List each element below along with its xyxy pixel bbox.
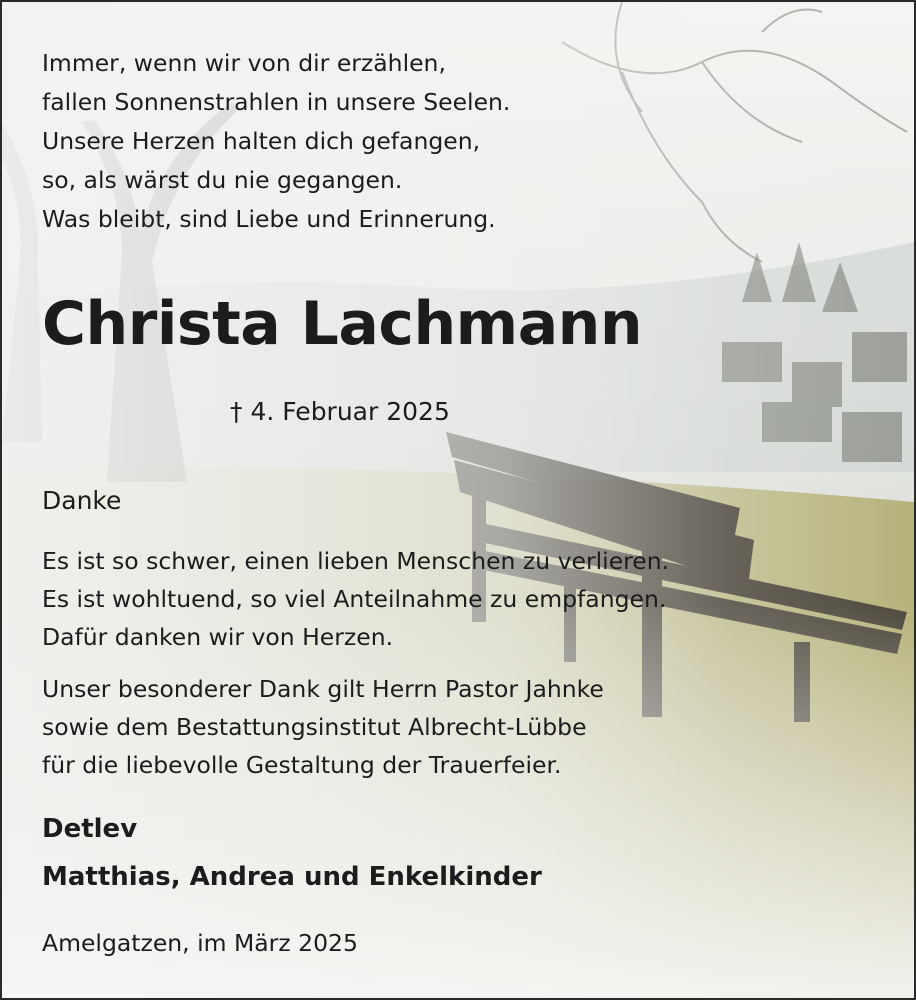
place-and-date: Amelgatzen, im März 2025 bbox=[42, 929, 358, 957]
death-date-line bbox=[230, 395, 450, 429]
thanks-heading: Danke bbox=[42, 486, 122, 515]
thanks-paragraph-1: Es ist so schwer, einen lieben Menschen zu verlieren. Es ist wohltuend, so viel Anteilnahme zu empfangen. Dafür danken wir von Herzen. bbox=[42, 547, 670, 651]
signature-line-1: Detlev bbox=[42, 814, 138, 844]
dagger-icon: † bbox=[230, 397, 243, 426]
memorial-poem: Immer, wenn wir von dir erzählen, fallen Sonnenstrahlen in unsere Seelen. Unsere Herzen halten dich gefangen, so, als wärst du nie gegangen. Was bleibt, sind Liebe und Erinnerung. bbox=[42, 49, 511, 233]
death-date: 4. Februar 2025 bbox=[250, 397, 450, 426]
deceased-name: Christa Lachmann bbox=[42, 289, 643, 359]
thanks-paragraph-2: Unser besonderer Dank gilt Herrn Pastor Jahnke sowie dem Bestattungsinstitut Albrecht-Lübbe für die liebevolle Gestaltung der Trauerfeier. bbox=[42, 675, 604, 779]
signature-line-2: Matthias, Andrea und Enkelkinder bbox=[42, 862, 542, 892]
